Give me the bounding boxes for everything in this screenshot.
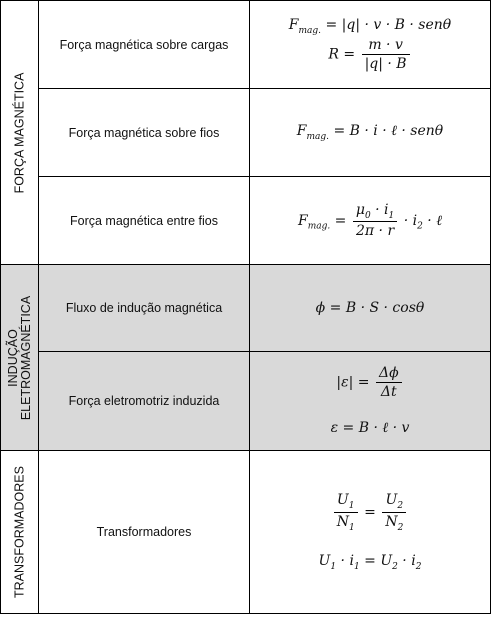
formula-transformer-power: $U_1 \cdot i_1 = U_2 \cdot i_2$: [318, 552, 422, 572]
table-row: [1, 352, 491, 451]
topic-cell: Fluxo de indução magnética: [39, 265, 250, 352]
table-row: [1, 1, 491, 89]
topic-cell: Força eletromotriz induzida: [39, 352, 250, 451]
formula-cell: [250, 451, 491, 614]
table-row: [1, 265, 491, 352]
section-forca-magnetica: [1, 1, 39, 265]
formula-cell: [250, 352, 491, 451]
section-label: FORÇA MAGNÉTICA: [11, 72, 26, 193]
formula-emf: |ε| = $\frac{\Delta\phi}{\Delta t}$: [250, 365, 490, 400]
formula-radius: R = $\frac{m \cdot v}{|q| \cdot B}$: [250, 37, 490, 72]
formula-force-wire: $F_{mag.} = B \cdot i$ · ℓ · senθ: [296, 123, 444, 142]
formula-transformer-ratio: $\frac{U_1}{N_1}$ = $\frac{U_2}{N_2}$: [250, 492, 490, 533]
formula-force-between-wires: $F_{mag.}$ = $\frac{\mu_0 \cdot i_1}{2\pi \cdot r}$ · $i_2$ · ℓ: [297, 201, 443, 240]
formula-force-charge: $F_{mag.} = |q| \cdot v \cdot B \cdot sen\theta$: [288, 16, 452, 36]
formula-motional-emf: ε = B · ℓ · v: [330, 420, 410, 436]
topic-cell: Força magnética sobre fios: [39, 89, 250, 177]
topic-cell: Força magnética sobre cargas: [39, 1, 250, 89]
formula-cell: [250, 1, 491, 89]
section-inducao-eletromagnetica: [1, 265, 39, 451]
topic-cell: Força magnética entre fios: [39, 177, 250, 265]
topic-cell: Transformadores: [39, 451, 250, 614]
formula-cell: [250, 265, 491, 352]
formula-flux: ϕ = B · S · cosθ: [315, 300, 425, 316]
section-label: TRANSFORMADORES: [11, 466, 26, 598]
table-row: [1, 451, 491, 614]
table-row: [1, 89, 491, 177]
table-row: [1, 177, 491, 265]
formula-cell: [250, 89, 491, 177]
section-transformadores: [1, 451, 39, 614]
formula-cell: [250, 177, 491, 265]
section-label: INDUÇÃO ELETROMAGNÉTICA: [5, 295, 33, 420]
